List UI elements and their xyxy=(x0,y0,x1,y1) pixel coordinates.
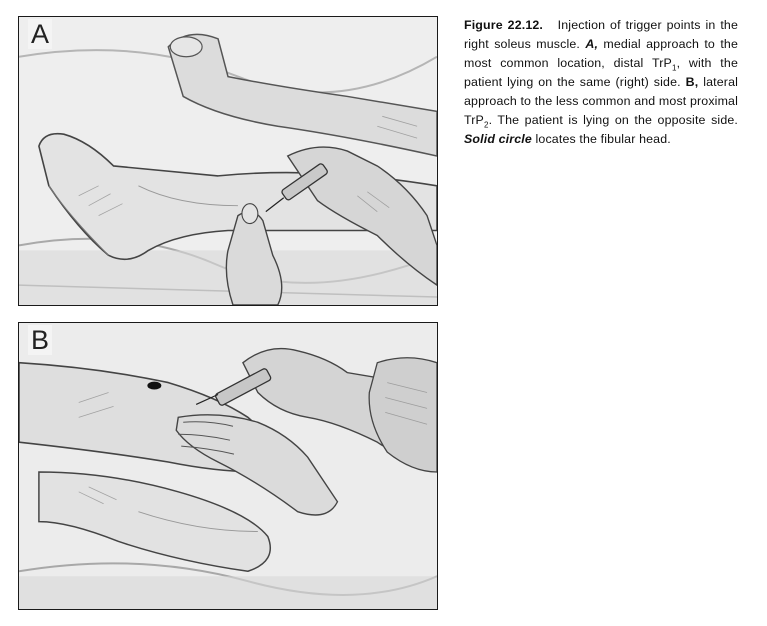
panel-label-a: A xyxy=(28,19,52,49)
caption-text-a-2: , with the patient lying on the same (right) side. xyxy=(464,56,738,89)
caption-label-b: B, xyxy=(685,75,699,89)
panel-label-b: B xyxy=(28,325,52,355)
caption-sub-b: 2 xyxy=(483,120,489,130)
caption-text-end: locates the fibular head. xyxy=(535,132,671,146)
injection-drawing-b xyxy=(19,323,437,609)
illustration-panel-a xyxy=(18,16,438,306)
caption-text-b-1: lateral approach to the less common and most proximal TrP xyxy=(464,75,739,127)
figure-caption xyxy=(464,16,738,149)
caption-text-a-1: medial approach to the most common location, distal TrP xyxy=(464,37,738,70)
caption-label-a: A, xyxy=(585,37,599,51)
illustration-panel-b xyxy=(18,322,438,610)
caption-emphasis: Solid circle xyxy=(464,132,532,146)
figure-number: Figure 22.12. xyxy=(464,18,543,32)
caption-sub-a: 1 xyxy=(671,63,677,73)
injection-drawing-a xyxy=(19,17,437,305)
fibular-head-marker xyxy=(147,382,161,390)
caption-intro: Injection of trigger points in the right soleus muscle. xyxy=(464,18,738,51)
caption-text-b-2: . The patient is lying on the opposite side. xyxy=(488,113,738,127)
